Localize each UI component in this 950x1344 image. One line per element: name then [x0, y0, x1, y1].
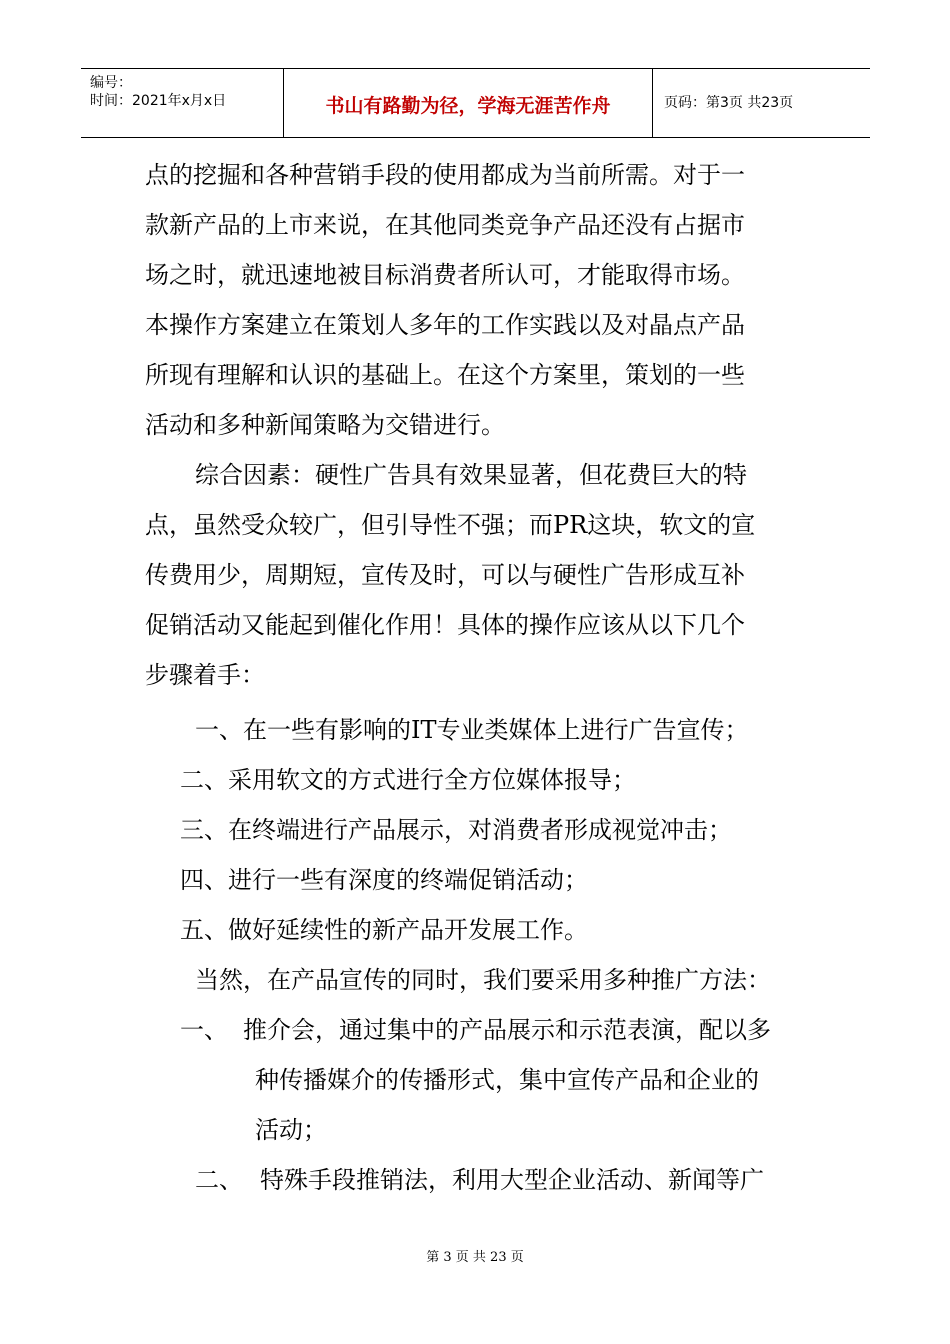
time-label: 时间：2021年x月x日 [90, 93, 227, 109]
body-line: 综合因素：硬性广告具有效果显著，但花费巨大的特 [195, 461, 747, 489]
list-marker: 二、 [195, 1166, 243, 1194]
list-item: 三、在终端进行产品展示，对消费者形成视觉冲击； [180, 816, 732, 844]
list-item: 种传播媒介的传播形式，集中宣传产品和企业的 [255, 1066, 759, 1094]
header-meta-cell [81, 69, 284, 137]
list-item: 五、做好延续性的新产品开发展工作。 [180, 916, 588, 944]
body-line: 点，虽然受众较广，但引导性不强；而PR这块，软文的宣 [145, 511, 756, 539]
body-line: 促销活动又能起到催化作用！具体的操作应该从以下几个 [145, 611, 745, 639]
list-item: 推介会，通过集中的产品展示和示范表演，配以多 [243, 1016, 771, 1044]
list-item: 特殊手段推销法，利用大型企业活动、新闻等广 [260, 1166, 764, 1194]
body-line: 步骤着手： [145, 661, 265, 689]
list-item: 四、进行一些有深度的终端促销活动； [180, 866, 588, 894]
page-footer: 第 3 页 共 23 页 [426, 1250, 524, 1265]
body-line: 场之时，就迅速地被目标消费者所认可，才能取得市场。 [145, 261, 745, 289]
body-line: 点的挖掘和各种营销手段的使用都成为当前所需。对于一 [145, 161, 745, 189]
list-item: 二、采用软文的方式进行全方位媒体报导； [180, 766, 636, 794]
body-line: 活动和多种新闻策略为交错进行。 [145, 411, 505, 439]
motto-text: 书山有路勤为径，学海无涯苦作舟 [325, 95, 611, 117]
list-item: 活动； [255, 1116, 327, 1144]
header-page-cell [653, 69, 870, 137]
serial-label: 编号： [90, 75, 132, 91]
header-motto-cell [284, 69, 653, 137]
page-header [81, 68, 870, 138]
body-line: 本操作方案建立在策划人多年的工作实践以及对晶点产品 [145, 311, 745, 339]
list-marker: 一、 [180, 1016, 228, 1044]
body-line: 当然，在产品宣传的同时，我们要采用多种推广方法： [195, 966, 771, 994]
body-line: 款新产品的上市来说，在其他同类竞争产品还没有占据市 [145, 211, 745, 239]
list-item: 一、在一些有影响的IT专业类媒体上进行广告宣传； [195, 716, 749, 744]
body-line: 所现有理解和认识的基础上。在这个方案里，策划的一些 [145, 361, 745, 389]
body-line: 传费用少，周期短，宣传及时，可以与硬性广告形成互补 [145, 561, 745, 589]
page-info: 页码：第3页 共23页 [664, 95, 794, 111]
